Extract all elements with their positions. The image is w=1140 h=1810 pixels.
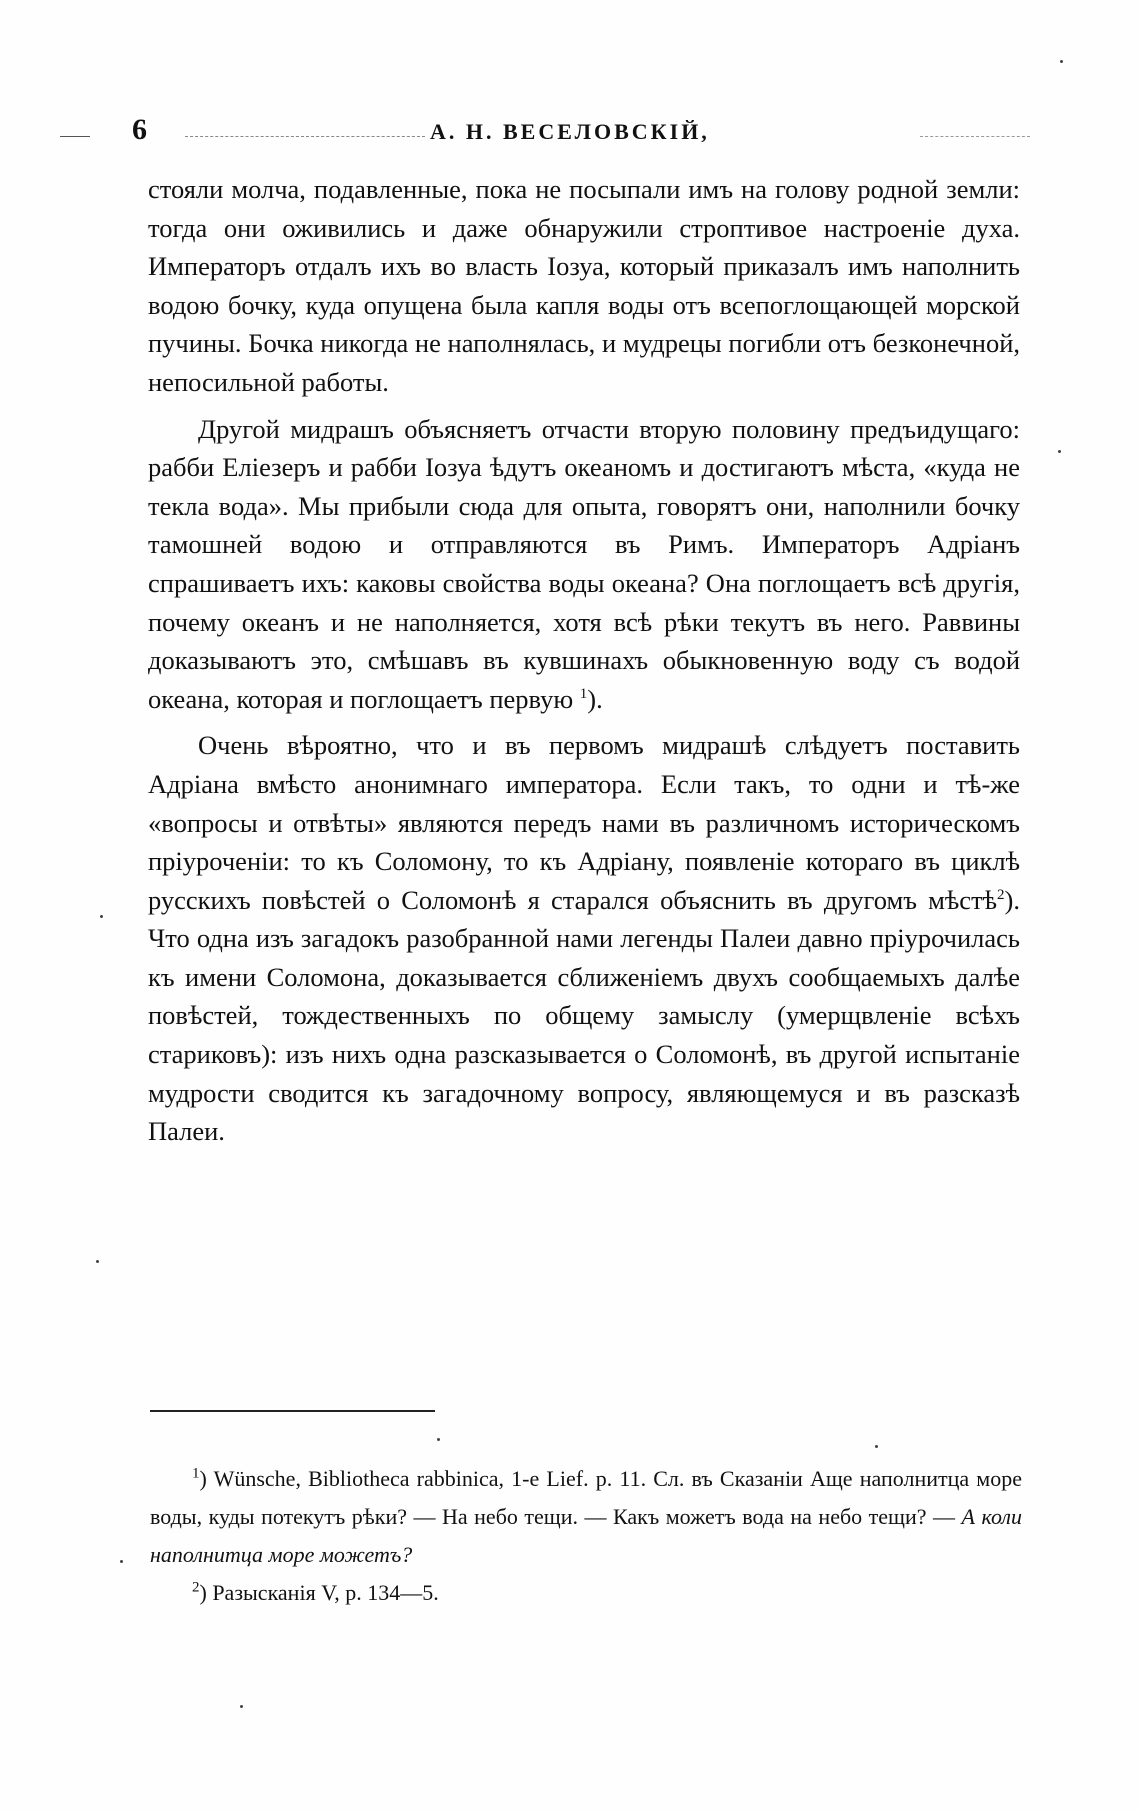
- running-head-title: А. Н. ВЕСЕЛОВСКІЙ,: [430, 119, 710, 144]
- footnote-ref-1: 1: [579, 685, 588, 702]
- page-number: 6: [132, 113, 147, 146]
- head-rule-left: [60, 136, 90, 137]
- print-speck: [96, 1260, 99, 1263]
- print-speck: [240, 1705, 243, 1708]
- paragraph-2-end: ).: [587, 683, 603, 714]
- print-speck: [120, 1560, 123, 1563]
- print-speck: [100, 915, 103, 918]
- head-rule-right: [920, 136, 1030, 137]
- paragraph-1: стояли молча, подавленные, пока не посыпали имъ на голову родной земли: тогда они оживились и даже обнаружили строптивое настроеніе духа. Императоръ отдалъ ихъ во власть Іозуа, который приказалъ имъ наполнить водою бочку, куда опущена была капля воды отъ всепоглощающей морской пучины. Бочка никогда не наполнялась, и мудрецы погибли отъ безконечной, непосильной работы.: [148, 174, 1020, 397]
- footnote-1-mark: 1: [192, 1465, 200, 1482]
- footnote-1-text: ) Wünsche, Bibliotheca rabbinica, 1-e Lief. p. 11. Сл. въ Сказаніи Аще наполнитца море воды, куды потекутъ рѣки? — На небо тещи. — Какъ можетъ вода на небо тещи? —: [150, 1466, 1022, 1529]
- footnote-ref-2: 2: [997, 886, 1005, 903]
- main-text: [148, 170, 1020, 1159]
- print-speck: [1058, 450, 1061, 453]
- print-speck: [437, 1438, 440, 1441]
- paragraph-3-text-a: Очень вѣроятно, что и въ первомъ мидрашѣ слѣдуетъ поставить Адріана вмѣсто анонимнаго императора. Если такъ, то одни и тѣ-же «вопросы и отвѣты» являются передъ нами въ различномъ историческомъ пріуроченіи: то къ Соломону, то къ Адріану, появленіе котораго въ циклѣ русскихъ повѣстей о Соломонѣ я старался объяснить въ другомъ мѣстѣ: [148, 730, 1020, 915]
- print-speck: [875, 1445, 878, 1448]
- footnote-2-text: ) Разысканія V, р. 134—5.: [199, 1580, 439, 1605]
- footnote-separator: [150, 1410, 435, 1412]
- paragraph-2: [148, 410, 1020, 719]
- head-rule-middle: [185, 136, 425, 137]
- footnotes: [150, 1460, 1022, 1612]
- print-speck: [1060, 60, 1063, 63]
- footnote-2: [150, 1574, 1022, 1612]
- paragraph-2-text: Другой мидрашъ объясняетъ отчасти вторую половину предъидущаго: рабби Еліезеръ и рабби Іозуа ѣдутъ океаномъ и достигаютъ мѣста, «куда не текла вода». Мы прибыли сюда для опыта, говорятъ они, наполнили бочку тамошней водою и отправляются въ Римъ. Императоръ Адріанъ спрашиваетъ ихъ: каковы свойства воды океана? Она поглощаетъ всѣ другія, почему океанъ и не наполняется, хотя всѣ рѣки текутъ въ него. Раввины доказываютъ это, смѣшавъ въ кувшинахъ обыкновенную воду съ водой океана, которая и поглощаетъ первую: [148, 413, 1020, 714]
- paragraph-3-text-b: ). Что одна изъ загадокъ разобранной нами легенды Палеи давно пріурочилась къ имени Соломона, доказывается сближеніемъ двухъ сообщаемыхъ далѣе повѣстей, тождественныхъ по общему замыслу (умерщвленіе всѣхъ стариковъ): изъ нихъ одна разсказывается о Соломонѣ, въ другой испытаніе мудрости сводится къ загадочному вопросу, являющемуся и въ разсказѣ Палеи.: [148, 884, 1020, 1147]
- footnote-2-mark: 2: [192, 1579, 200, 1596]
- footnote-1-italic: А коли наполнитца море можетъ?: [150, 1504, 1022, 1567]
- paragraph-3: [148, 726, 1020, 1151]
- running-head: [60, 110, 1060, 150]
- footnote-1: [150, 1460, 1022, 1574]
